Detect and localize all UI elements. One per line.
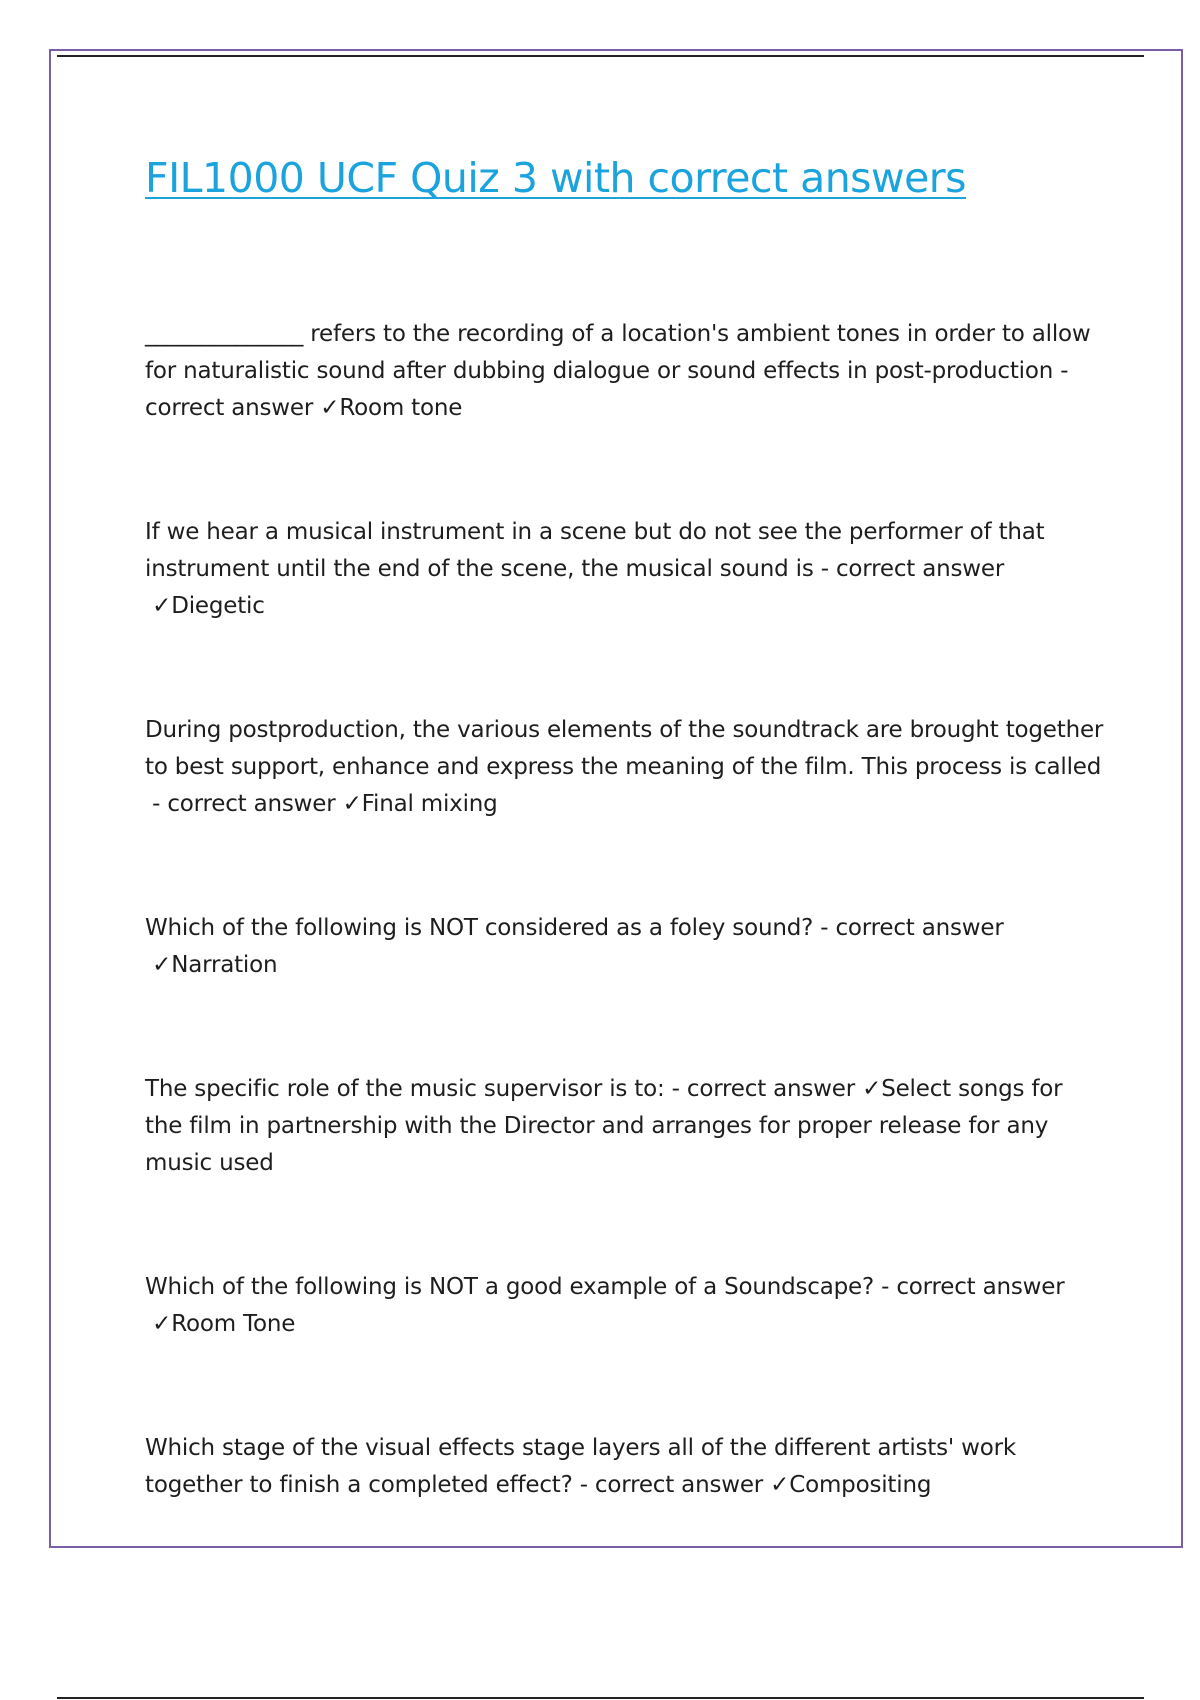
question-text: If we hear a musical instrument in a scene but do not see the performer of that instrument until the end of the scene, the musical sound is [145, 519, 1045, 582]
question-item [145, 1071, 1105, 1182]
answer-text: Room Tone [171, 1311, 296, 1337]
answer-label: - correct answer [145, 358, 1069, 421]
answer-label: - correct answer [820, 915, 1004, 941]
question-text: Which stage of the visual effects stage layers all of the different artists' work together to finish a completed effect? [145, 1435, 1016, 1498]
question-item [145, 316, 1105, 427]
answer-text: Room tone [339, 395, 463, 421]
question-list [145, 316, 1105, 1504]
check-mark-icon: ✓ [152, 952, 172, 978]
question-item [145, 910, 1105, 984]
answer-label: - correct answer [820, 556, 1005, 582]
answer-text: Final mixing [361, 791, 498, 817]
check-mark-icon: ✓ [342, 791, 362, 817]
answer-label: - correct answer [579, 1472, 764, 1498]
question-text: Which of the following is NOT considered as a foley sound? [145, 915, 814, 941]
question-text: During postproduction, the various elements of the soundtrack are brought together to best support, enhance and express the meaning of the film. This process is called [145, 717, 1104, 780]
document-body [145, 148, 1105, 1591]
question-item [145, 1430, 1105, 1504]
answer-label: - correct answer [152, 791, 336, 817]
check-mark-icon: ✓ [770, 1472, 790, 1498]
answer-text: Diegetic [171, 593, 265, 619]
check-mark-icon: ✓ [862, 1076, 882, 1102]
answer-label: - correct answer [881, 1274, 1065, 1300]
answer-label: - correct answer [671, 1076, 855, 1102]
check-mark-icon: ✓ [320, 395, 340, 421]
question-item [145, 514, 1105, 625]
answer-text: Narration [171, 952, 278, 978]
question-text: Which of the following is NOT a good example of a Soundscape? [145, 1274, 874, 1300]
check-mark-icon: ✓ [152, 593, 172, 619]
document-title: FIL1000 UCF Quiz 3 with correct answers [145, 154, 967, 202]
question-text: ______________ refers to the recording of a location's ambient tones in order to allow for naturalistic sound after dubbing dialogue or sound effects in post-production [145, 321, 1091, 384]
check-mark-icon: ✓ [152, 1311, 172, 1337]
header-rule [57, 55, 1144, 57]
question-item [145, 1269, 1105, 1343]
question-item [145, 712, 1105, 823]
answer-text: Compositing [789, 1472, 932, 1498]
footer-rule [57, 1697, 1144, 1699]
answer-text: Select songs for the film in partnership with the Director and arranges for proper release for any music used [145, 1076, 1063, 1176]
question-text: The specific role of the music supervisor is to: [145, 1076, 665, 1102]
